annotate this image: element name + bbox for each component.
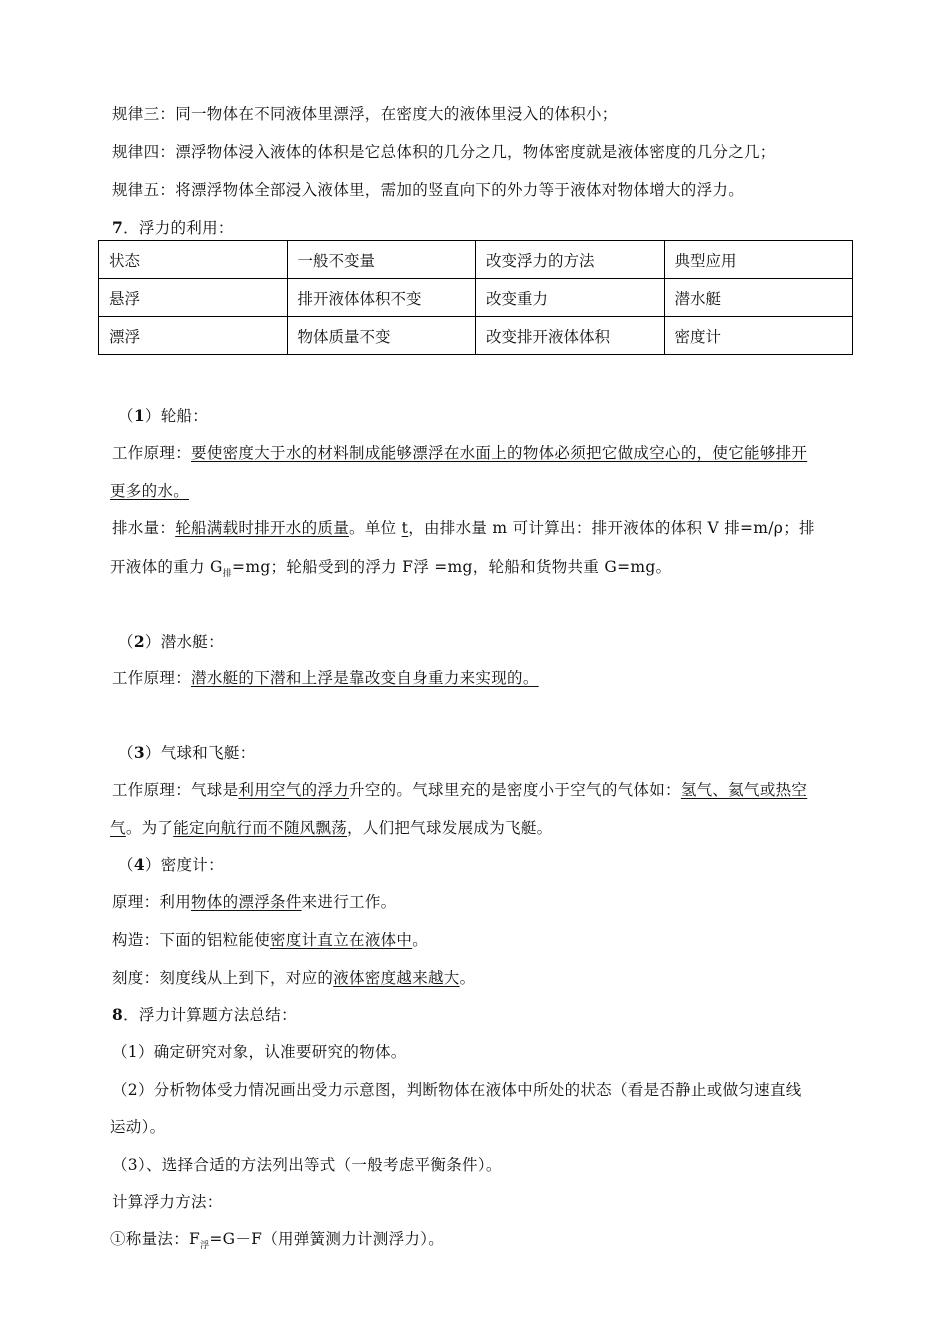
table-cell: 改变浮力的方法 xyxy=(476,241,665,279)
subscript: 浮 xyxy=(200,1241,210,1252)
methods-title: 计算浮力方法： xyxy=(112,1193,223,1211)
balloon-line-2 xyxy=(110,816,552,838)
text: 。 xyxy=(412,931,429,949)
ship-principle-line-2 xyxy=(110,479,189,501)
rule-4: 规律四：漂浮物体浸入液体的体积是它总体积的几分之几，物体密度就是液体密度的几分之几； xyxy=(112,143,776,161)
text: 工作原理：气球是 xyxy=(112,781,239,799)
paren: （ xyxy=(118,407,134,425)
text: ①称量法：F xyxy=(110,1230,201,1248)
submarine-principle xyxy=(112,666,539,688)
text: ，人们把气球发展成为飞艇。 xyxy=(347,819,553,837)
section-8-heading xyxy=(112,1003,297,1025)
table-cell: 悬浮 xyxy=(99,279,288,317)
text: 构造：下面的铝粒能使 xyxy=(112,931,271,949)
text: 升空的。气球里充的是密度小于空气的气体如： xyxy=(349,781,681,799)
item-number: 4 xyxy=(133,855,145,874)
table-cell: 密度计 xyxy=(664,317,853,355)
table-cell: 状态 xyxy=(99,241,288,279)
balloon-heading-text: ）气球和飞艇： xyxy=(144,744,256,762)
item-number: 3 xyxy=(133,743,145,762)
ship-heading xyxy=(118,404,208,426)
method-1 xyxy=(110,1227,444,1251)
underlined-text: 潜水艇的下潜和上浮是靠改变自身重力来实现的。 xyxy=(191,669,539,687)
underlined-text: 气 xyxy=(110,819,126,837)
text: 刻度：刻度线从上到下，对应的 xyxy=(112,969,334,987)
section-7-title: ．浮力的利用： xyxy=(123,219,234,237)
displacement-line-1 xyxy=(112,516,815,538)
hydrometer-principle xyxy=(112,890,396,912)
underlined-text: 密度计直立在液体中 xyxy=(270,931,413,949)
underlined-text: 更多的水。 xyxy=(110,482,190,500)
text: ，由排水量 m 可计算出：排开液体的体积 V 排=m/ρ；排 xyxy=(408,519,815,537)
hydrometer-scale xyxy=(112,966,475,988)
step-3: （3）、选择合适的方法列出等式（一般考虑平衡条件）。 xyxy=(112,1156,502,1174)
submarine-heading xyxy=(118,630,224,652)
displacement-line-2 xyxy=(110,555,671,579)
table-cell: 改变排开液体体积 xyxy=(476,317,665,355)
text: 原理：利用 xyxy=(112,893,192,911)
table-cell: 一般不变量 xyxy=(287,241,476,279)
section-8-title: ．浮力计算题方法总结： xyxy=(123,1006,297,1024)
underlined-text: 液体密度越来越大 xyxy=(333,969,460,987)
step-1: （1）确定研究对象，认准要研究的物体。 xyxy=(112,1043,407,1061)
table-cell: 潜水艇 xyxy=(664,279,853,317)
underlined-text: 轮船满载时排开水的质量 xyxy=(175,519,350,537)
label: 工作原理： xyxy=(112,444,192,462)
unit-t: t xyxy=(401,519,409,537)
text: 来进行工作。 xyxy=(301,893,397,911)
label: 排水量： xyxy=(112,519,176,537)
underlined-text: 要使密度大于水的材料制成能够漂浮在水面上的物体必须把它做成空心的，使它能够排开 xyxy=(191,444,808,462)
submarine-heading-text: ）潜水艇： xyxy=(144,633,224,651)
ship-heading-text: ）轮船： xyxy=(144,407,209,425)
item-number: 1 xyxy=(133,406,145,425)
label: 工作原理： xyxy=(112,669,192,687)
rule-5: 规律五：将漂浮物体全部浸入液体里，需加的竖直向下的外力等于液体对物体增大的浮力。 xyxy=(112,181,745,199)
table-cell: 排开液体体积不变 xyxy=(287,279,476,317)
rule-3: 规律三：同一物体在不同液体里漂浮，在密度大的液体里浸入的体积小； xyxy=(112,105,618,123)
item-number: 2 xyxy=(133,632,145,651)
section-7-number: 7 xyxy=(112,218,124,237)
paren: （ xyxy=(118,856,134,874)
subscript: 排 xyxy=(222,569,233,580)
table-cell: 典型应用 xyxy=(664,241,853,279)
section-7-heading xyxy=(112,216,234,238)
buoyancy-application-table xyxy=(98,240,853,355)
balloon-heading xyxy=(118,741,256,763)
underlined-text: 能定向航行而不随风飘荡 xyxy=(173,819,348,837)
text: =mg；轮船受到的浮力 F浮 =mg，轮船和货物共重 G=mg。 xyxy=(232,558,672,576)
table-header-row xyxy=(99,241,853,279)
table-row xyxy=(99,279,853,317)
table-cell: 物体质量不变 xyxy=(287,317,476,355)
underlined-text: 利用空气的浮力 xyxy=(238,781,350,799)
step-2-line-1: （2）分析物体受力情况画出受力示意图，判断物体在液体中所处的状态（看是否静止或做匀速直线 xyxy=(112,1081,802,1099)
ship-principle-line-1 xyxy=(112,441,807,463)
text: 。单位 xyxy=(349,519,402,537)
paren: （ xyxy=(118,633,134,651)
balloon-line-1 xyxy=(112,778,807,800)
text: 开液体的重力 G xyxy=(110,558,223,576)
hydrometer-structure xyxy=(112,928,428,950)
text: =G－F（用弹簧测力计测浮力）。 xyxy=(209,1230,445,1248)
table-row xyxy=(99,317,853,355)
table-cell: 漂浮 xyxy=(99,317,288,355)
paren: （ xyxy=(118,744,134,762)
text: 。 xyxy=(459,969,476,987)
section-8-number: 8 xyxy=(112,1005,124,1024)
table-cell: 改变重力 xyxy=(476,279,665,317)
hydrometer-heading xyxy=(118,853,224,875)
underlined-text: 氢气、氦气或热空 xyxy=(680,781,808,799)
hydrometer-heading-text: ）密度计： xyxy=(144,856,224,874)
step-2-line-2: 运动）。 xyxy=(110,1118,166,1136)
underlined-text: 物体的漂浮条件 xyxy=(191,893,302,911)
text: 。为了 xyxy=(125,819,174,837)
